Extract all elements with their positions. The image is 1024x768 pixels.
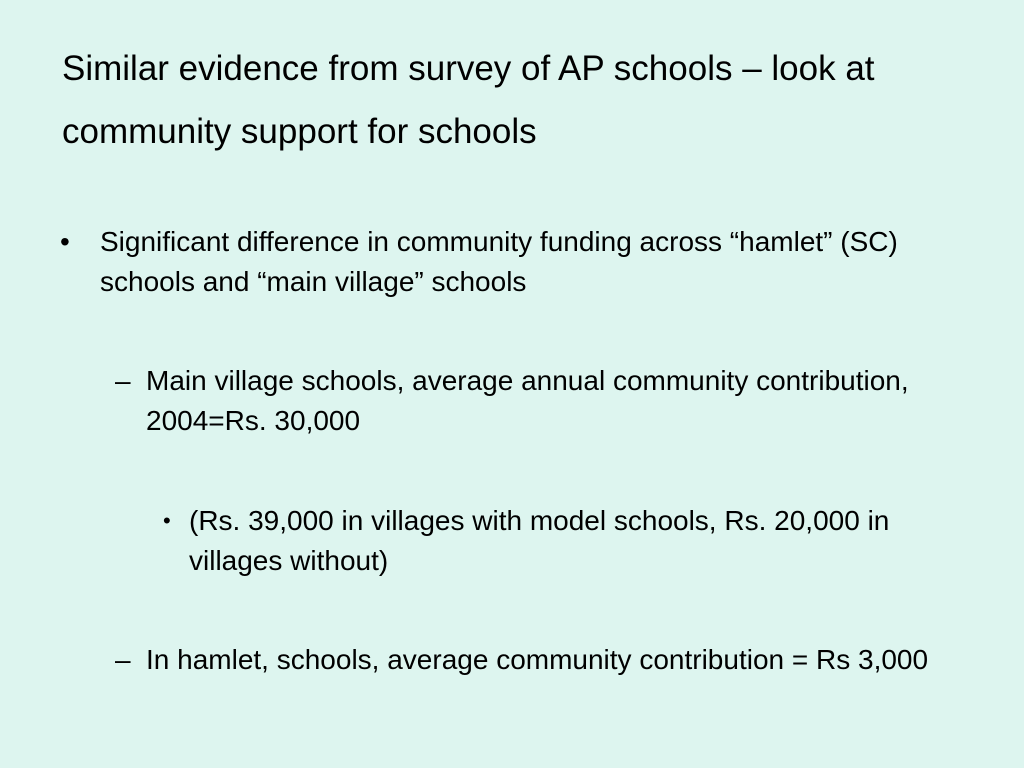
bullet-text: Significant difference in community funding across “hamlet” (SC) schools and “main village” schools	[100, 226, 898, 297]
bullet-level-2	[115, 640, 975, 680]
bullet-dot-icon: •	[60, 226, 70, 257]
bullet-dash-icon: –	[115, 644, 131, 675]
bullet-text: (Rs. 39,000 in villages with model schools, Rs. 20,000 in villages without)	[189, 505, 890, 576]
slide-title: Similar evidence from survey of AP schools – look at community support for schools	[62, 49, 875, 151]
bullet-dot-icon: •	[163, 508, 171, 533]
bullet-dash-icon: –	[115, 365, 131, 396]
bullet-level-1	[60, 222, 900, 302]
bullet-text: In hamlet, schools, average community contribution = Rs 3,000	[146, 644, 929, 675]
bullet-level-2	[115, 361, 935, 441]
bullet-text: Main village schools, average annual community contribution, 2004=Rs. 30,000	[146, 365, 909, 436]
bullet-level-3	[163, 501, 923, 581]
